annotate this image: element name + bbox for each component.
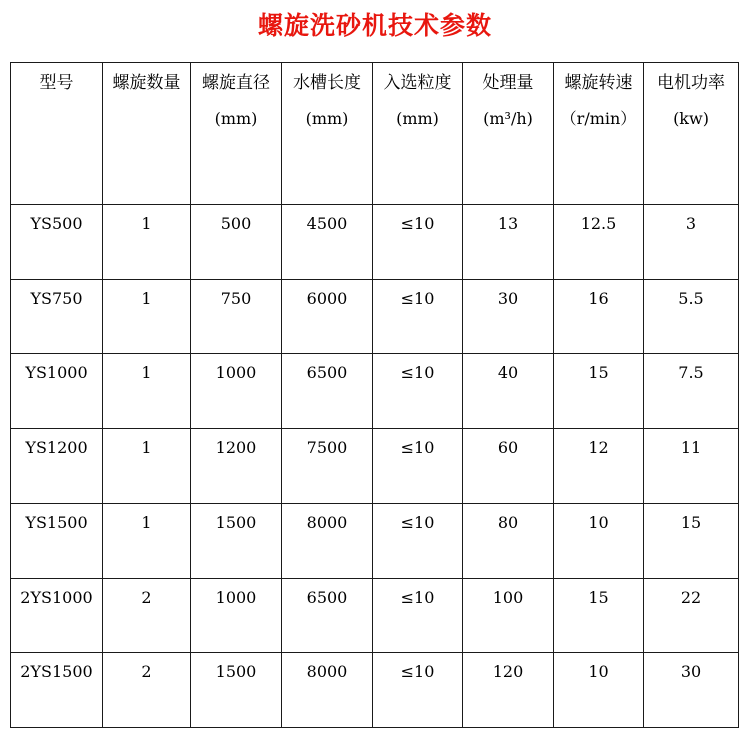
table-cell: 12 [554, 429, 644, 504]
header-unit: (mm) [305, 109, 349, 128]
column-header-model [11, 63, 103, 205]
table-cell: 1500 [191, 503, 282, 578]
table-cell: YS1200 [11, 429, 103, 504]
table-cell: 10 [554, 503, 644, 578]
header-unit: (kw) [673, 109, 709, 128]
table-cell: ≤10 [373, 503, 463, 578]
header-label: 处理量 [482, 73, 534, 93]
table-cell: 6000 [282, 279, 373, 354]
table-cell: 10 [554, 653, 644, 728]
table-cell: ≤10 [373, 578, 463, 653]
table-cell: ≤10 [373, 205, 463, 280]
column-header-motor-power [644, 63, 739, 205]
table-cell: 80 [463, 503, 554, 578]
table-cell: 13 [463, 205, 554, 280]
table-cell: 3 [644, 205, 739, 280]
table-cell: 15 [554, 578, 644, 653]
table-cell: 12.5 [554, 205, 644, 280]
header-label: 螺旋转速 [564, 73, 633, 93]
header-label: 螺旋数量 [112, 73, 181, 93]
header-label: 水槽长度 [293, 73, 361, 93]
table-cell: 30 [644, 653, 739, 728]
table-cell: 15 [554, 354, 644, 429]
spec-table [10, 62, 739, 728]
table-row [11, 578, 739, 653]
table-cell: 2YS1500 [11, 653, 103, 728]
table-row [11, 279, 739, 354]
table-cell: 40 [463, 354, 554, 429]
header-row [11, 63, 739, 205]
header-label: 型号 [39, 73, 74, 93]
table-row [11, 503, 739, 578]
header-label: 入选粒度 [383, 73, 452, 93]
table-cell: YS1500 [11, 503, 103, 578]
header-label: 螺旋直径 [202, 73, 270, 93]
table-cell: 6500 [282, 354, 373, 429]
table-cell: 2YS1000 [11, 578, 103, 653]
table-cell: 1000 [191, 578, 282, 653]
header-unit: (mm) [214, 109, 258, 128]
table-cell: 750 [191, 279, 282, 354]
table-cell: 1000 [191, 354, 282, 429]
table-cell: ≤10 [373, 653, 463, 728]
column-header-feed-size [373, 63, 463, 205]
table-cell: 2 [103, 653, 191, 728]
table-cell: 2 [103, 578, 191, 653]
column-header-capacity [463, 63, 554, 205]
table-row [11, 354, 739, 429]
table-cell: 6500 [282, 578, 373, 653]
header-unit: （r/min） [560, 109, 637, 128]
table-cell: 4500 [282, 205, 373, 280]
table-cell: 7.5 [644, 354, 739, 429]
column-header-tank-length [282, 63, 373, 205]
table-cell: 30 [463, 279, 554, 354]
table-cell: 1 [103, 503, 191, 578]
table-cell: 7500 [282, 429, 373, 504]
table-row [11, 205, 739, 280]
table-cell: 500 [191, 205, 282, 280]
table-cell: 8000 [282, 653, 373, 728]
table-cell: 1 [103, 279, 191, 354]
table-cell: 1500 [191, 653, 282, 728]
column-header-spiral-speed [554, 63, 644, 205]
table-cell: ≤10 [373, 279, 463, 354]
table-cell: 8000 [282, 503, 373, 578]
page-title: 螺旋洗砂机技术参数 [257, 11, 492, 40]
table-cell: 100 [463, 578, 554, 653]
header-unit: (mm) [396, 109, 439, 128]
column-header-spiral-count [103, 63, 191, 205]
table-cell: YS750 [11, 279, 103, 354]
table-row [11, 653, 739, 728]
table-cell: 60 [463, 429, 554, 504]
table-cell: 22 [644, 578, 739, 653]
table-cell: 120 [463, 653, 554, 728]
table-cell: 1 [103, 429, 191, 504]
table-cell: 11 [644, 429, 739, 504]
table-cell: 15 [644, 503, 739, 578]
table-cell: 1 [103, 354, 191, 429]
header-label: 电机功率 [657, 73, 725, 93]
header-unit: (m³/h) [483, 109, 533, 128]
column-header-spiral-diameter [191, 63, 282, 205]
table-cell: 1200 [191, 429, 282, 504]
table-cell: YS500 [11, 205, 103, 280]
table-cell: 16 [554, 279, 644, 354]
table-cell: 1 [103, 205, 191, 280]
table-cell: ≤10 [373, 354, 463, 429]
table-cell: YS1000 [11, 354, 103, 429]
table-cell: ≤10 [373, 429, 463, 504]
table-row [11, 429, 739, 504]
table-cell: 5.5 [644, 279, 739, 354]
